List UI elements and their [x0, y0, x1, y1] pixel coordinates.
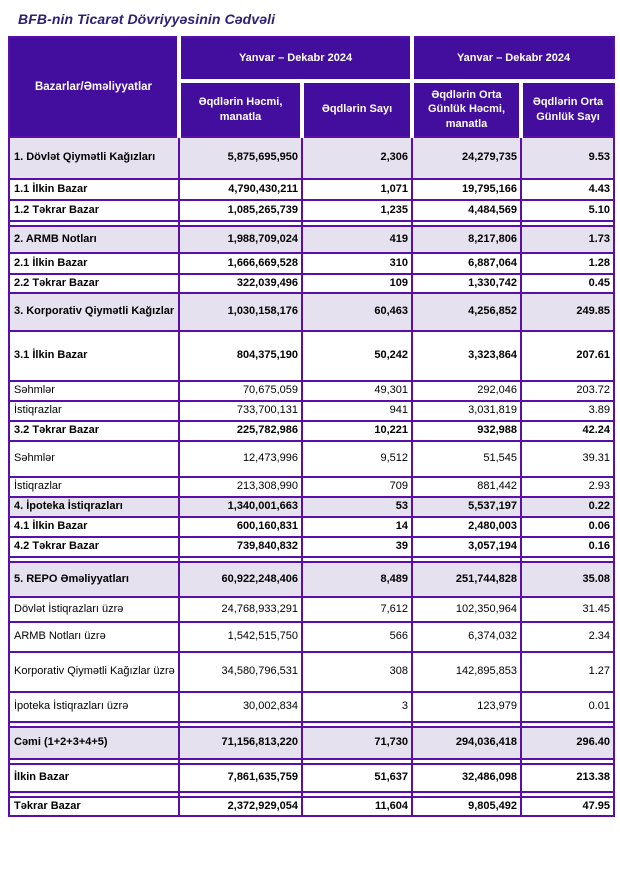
cell-value: 42.24	[521, 421, 614, 441]
cell-value: 51,637	[302, 764, 412, 792]
table-row	[9, 797, 614, 816]
cell-value: 31.45	[521, 597, 614, 622]
table-header	[9, 37, 614, 137]
cell-value: 2,306	[302, 137, 412, 179]
table-row	[9, 622, 614, 652]
cell-value: 10,221	[302, 421, 412, 441]
cell-value: 8,489	[302, 562, 412, 597]
row-label: 1.2 Təkrar Bazar	[9, 200, 179, 221]
row-label: 4.2 Təkrar Bazar	[9, 537, 179, 557]
row-label: Səhmlər	[9, 441, 179, 477]
cell-value: 3,323,864	[412, 331, 521, 381]
cell-value: 2,480,003	[412, 517, 521, 537]
cell-value: 1,988,709,024	[179, 226, 302, 253]
cell-value: 9,805,492	[412, 797, 521, 816]
header-group-row	[9, 37, 614, 81]
cell-value: 5,875,695,950	[179, 137, 302, 179]
cell-value: 50,242	[302, 331, 412, 381]
cell-value: 0.45	[521, 274, 614, 293]
cell-value: 881,442	[412, 477, 521, 497]
cell-value: 47.95	[521, 797, 614, 816]
cell-value: 12,473,996	[179, 441, 302, 477]
group-header-period-1: Yanvar – Dekabr 2024	[179, 37, 412, 81]
table-row	[9, 441, 614, 477]
cell-value: 941	[302, 401, 412, 421]
cell-value: 6,887,064	[412, 253, 521, 274]
table-row	[9, 497, 614, 517]
cell-value: 4,484,569	[412, 200, 521, 221]
cell-value: 32,486,098	[412, 764, 521, 792]
table-row	[9, 331, 614, 381]
table-row	[9, 764, 614, 792]
document-page	[0, 11, 620, 817]
cell-value: 109	[302, 274, 412, 293]
cell-value: 0.16	[521, 537, 614, 557]
cell-value: 7,612	[302, 597, 412, 622]
cell-value: 292,046	[412, 381, 521, 401]
cell-value: 24,279,735	[412, 137, 521, 179]
cell-value: 213,308,990	[179, 477, 302, 497]
cell-value: 0.22	[521, 497, 614, 517]
table-row	[9, 226, 614, 253]
cell-value: 3,057,194	[412, 537, 521, 557]
cell-value: 1,030,158,176	[179, 293, 302, 331]
cell-value: 308	[302, 652, 412, 692]
cell-value: 35.08	[521, 562, 614, 597]
row-label: Təkrar Bazar	[9, 797, 179, 816]
cell-value: 733,700,131	[179, 401, 302, 421]
cell-value: 1.73	[521, 226, 614, 253]
cell-value: 49,301	[302, 381, 412, 401]
cell-value: 249.85	[521, 293, 614, 331]
cell-value: 102,350,964	[412, 597, 521, 622]
table-row	[9, 381, 614, 401]
cell-value: 3.89	[521, 401, 614, 421]
cell-value: 71,156,813,220	[179, 727, 302, 759]
column-header-markets-operations: Bazarlar/Əməliyyatlar	[9, 37, 179, 137]
row-label: İpoteka İstiqrazları üzrə	[9, 692, 179, 722]
group-header-period-2: Yanvar – Dekabr 2024	[412, 37, 614, 81]
cell-value: 213.38	[521, 764, 614, 792]
cell-value: 1.27	[521, 652, 614, 692]
cell-value: 142,895,853	[412, 652, 521, 692]
row-label: Cəmi (1+2+3+4+5)	[9, 727, 179, 759]
cell-value: 4,790,430,211	[179, 179, 302, 200]
cell-value: 5.10	[521, 200, 614, 221]
row-label: 1.1 İlkin Bazar	[9, 179, 179, 200]
cell-value: 71,730	[302, 727, 412, 759]
cell-value: 251,744,828	[412, 562, 521, 597]
cell-value: 739,840,832	[179, 537, 302, 557]
table-row	[9, 537, 614, 557]
cell-value: 8,217,806	[412, 226, 521, 253]
cell-value: 60,922,248,406	[179, 562, 302, 597]
cell-value: 804,375,190	[179, 331, 302, 381]
cell-value: 0.06	[521, 517, 614, 537]
row-label: 3.1 İlkin Bazar	[9, 331, 179, 381]
cell-value: 70,675,059	[179, 381, 302, 401]
row-label: İstiqrazlar	[9, 401, 179, 421]
column-header-deal-count: Əqdlərin Sayı	[302, 81, 412, 137]
cell-value: 51,545	[412, 441, 521, 477]
cell-value: 322,039,496	[179, 274, 302, 293]
table-row	[9, 692, 614, 722]
row-label: İlkin Bazar	[9, 764, 179, 792]
cell-value: 2.34	[521, 622, 614, 652]
table-row	[9, 727, 614, 759]
cell-value: 3	[302, 692, 412, 722]
cell-value: 225,782,986	[179, 421, 302, 441]
column-header-avg-daily-volume: Əqdlərin Orta Günlük Həcmi, manatla	[412, 81, 521, 137]
cell-value: 123,979	[412, 692, 521, 722]
cell-value: 203.72	[521, 381, 614, 401]
table-row	[9, 477, 614, 497]
cell-value: 1,542,515,750	[179, 622, 302, 652]
cell-value: 419	[302, 226, 412, 253]
table-row	[9, 253, 614, 274]
row-label: 2.1 İlkin Bazar	[9, 253, 179, 274]
cell-value: 3,031,819	[412, 401, 521, 421]
cell-value: 310	[302, 253, 412, 274]
row-label: Səhmlər	[9, 381, 179, 401]
cell-value: 14	[302, 517, 412, 537]
cell-value: 566	[302, 622, 412, 652]
cell-value: 1.28	[521, 253, 614, 274]
cell-value: 53	[302, 497, 412, 517]
cell-value: 1,330,742	[412, 274, 521, 293]
row-label: 1. Dövlət Qiymətli Kağızları	[9, 137, 179, 179]
cell-value: 296.40	[521, 727, 614, 759]
row-label: 2. ARMB Notları	[9, 226, 179, 253]
cell-value: 60,463	[302, 293, 412, 331]
cell-value: 709	[302, 477, 412, 497]
cell-value: 7,861,635,759	[179, 764, 302, 792]
cell-value: 39	[302, 537, 412, 557]
cell-value: 1,235	[302, 200, 412, 221]
cell-value: 24,768,933,291	[179, 597, 302, 622]
trade-turnover-table	[8, 36, 615, 817]
table-body	[9, 137, 614, 816]
cell-value: 207.61	[521, 331, 614, 381]
cell-value: 4,256,852	[412, 293, 521, 331]
cell-value: 932,988	[412, 421, 521, 441]
table-row	[9, 421, 614, 441]
table-row	[9, 200, 614, 221]
table-row	[9, 179, 614, 200]
cell-value: 600,160,831	[179, 517, 302, 537]
row-label: 3. Korporativ Qiymətli Kağızlar	[9, 293, 179, 331]
cell-value: 2.93	[521, 477, 614, 497]
cell-value: 5,537,197	[412, 497, 521, 517]
row-label: Korporativ Qiymətli Kağızlar üzrə	[9, 652, 179, 692]
cell-value: 30,002,834	[179, 692, 302, 722]
row-label: 2.2 Təkrar Bazar	[9, 274, 179, 293]
cell-value: 9,512	[302, 441, 412, 477]
cell-value: 2,372,929,054	[179, 797, 302, 816]
table-row	[9, 652, 614, 692]
cell-value: 1,071	[302, 179, 412, 200]
cell-value: 294,036,418	[412, 727, 521, 759]
page-title: BFB-nin Ticarət Dövriyyəsinin Cədvəli	[18, 11, 276, 27]
row-label: 5. REPO Əməliyyatları	[9, 562, 179, 597]
cell-value: 39.31	[521, 441, 614, 477]
cell-value: 9.53	[521, 137, 614, 179]
row-label: Dövlət İstiqrazları üzrə	[9, 597, 179, 622]
cell-value: 4.43	[521, 179, 614, 200]
table-row	[9, 137, 614, 179]
table-row	[9, 597, 614, 622]
table-row	[9, 517, 614, 537]
row-label: 4. İpoteka İstiqrazları	[9, 497, 179, 517]
cell-value: 34,580,796,531	[179, 652, 302, 692]
cell-value: 11,604	[302, 797, 412, 816]
cell-value: 1,085,265,739	[179, 200, 302, 221]
row-label: 3.2 Təkrar Bazar	[9, 421, 179, 441]
table-row	[9, 274, 614, 293]
column-header-avg-daily-count: Əqdlərin Orta Günlük Sayı	[521, 81, 614, 137]
table-row	[9, 401, 614, 421]
row-label: İstiqrazlar	[9, 477, 179, 497]
cell-value: 1,666,669,528	[179, 253, 302, 274]
cell-value: 6,374,032	[412, 622, 521, 652]
cell-value: 1,340,001,663	[179, 497, 302, 517]
row-label: ARMB Notları üzrə	[9, 622, 179, 652]
column-header-deal-volume: Əqdlərin Həcmi, manatla	[179, 81, 302, 137]
cell-value: 19,795,166	[412, 179, 521, 200]
table-row	[9, 293, 614, 331]
cell-value: 0.01	[521, 692, 614, 722]
table-row	[9, 562, 614, 597]
row-label: 4.1 İlkin Bazar	[9, 517, 179, 537]
